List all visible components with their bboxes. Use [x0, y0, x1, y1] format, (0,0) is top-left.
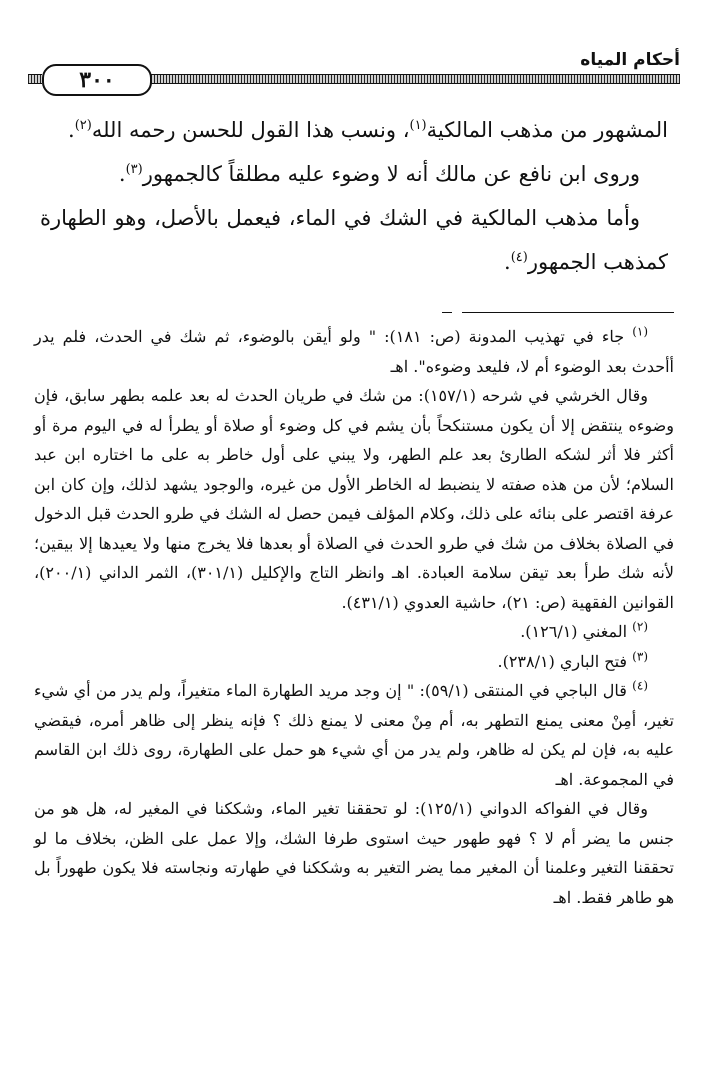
footnote-1: [34, 322, 674, 381]
footnotes: [34, 322, 674, 912]
footnote-ref-1[interactable]: (١): [409, 118, 427, 133]
footnote-3-mark: (٣): [632, 649, 648, 664]
footnote-4-text: قال الباجي في المنتقى (٥٩/١): " إن وجد مريد الطهارة الماء متغيراً، ولم يدر من أي شيء تغير، أمِنْ معنى يمنع التطهر به، أم مِنْ معنى لا يمنع ذلك ؟ فإنه ينظر إلى ظاهر أمره، فيقضي عليه به، فإن لم يكن له ظاهر، ولم يدر من أي شيء هو حمل على الطهارة، روى ذلك ابن القاسم في المجموعة. اهـ: [34, 681, 674, 789]
paragraph-2-end: .: [118, 162, 126, 186]
main-text: [40, 108, 668, 284]
paragraph-3: [40, 196, 668, 284]
paragraph-2: [40, 152, 668, 196]
footnote-separator-dash: [442, 312, 452, 313]
footnote-4-continued: وقال في الفواكه الدواني (١٢٥/١): لو تحققنا تغير الماء، وشككنا في المغير له، هل هو من جنس ما يضر أم لا ؟ فهو طهور حيث استوى طرفا الشك، وإلا عمل على الظن، بخلاف ما لو تحققنا التغير وعلمنا أن المغير مما يضر التغير به وشككنا في طهارته ونجاسته فلا يكون طهوراً بل هو طاهر فقط. اهـ: [34, 799, 674, 907]
footnote-separator: [462, 312, 674, 313]
footnote-2-mark: (٢): [632, 619, 648, 634]
footnote-1-mark: (١): [632, 324, 649, 339]
page-header: [28, 50, 680, 93]
footnote-2-text: المغني (١٢٦/١).: [520, 622, 628, 641]
footnote-3-text: فتح الباري (٢٣٨/١).: [497, 651, 628, 671]
footnote-3: [34, 647, 674, 677]
footnote-4-mark: (٤): [632, 678, 648, 693]
paragraph-2-text: وروى ابن نافع عن مالك أنه لا وضوء عليه مطلقاً كالجمهور: [142, 162, 640, 186]
book-title: أحكام المياه: [580, 50, 680, 70]
header-rule-end: [28, 74, 42, 84]
footnote-ref-3[interactable]: (٣): [125, 162, 143, 177]
paragraph-3-text: وأما مذهب المالكية في الشك في الماء، فيعمل بالأصل، وهو الطهارة كمذهب الجمهور: [40, 206, 668, 274]
header-rule: [148, 74, 680, 84]
footnote-1-text: جاء في تهذيب المدونة (ص: ١٨١): " ولو أيقن بالوضوء، ثم شك في الحدث، فلم يدر أأحدث بعد الوضوء أم لا، فليعد وضوءه". اهـ: [34, 327, 674, 376]
paragraph-1: [40, 108, 668, 152]
footnote-ref-2[interactable]: (٢): [74, 118, 92, 133]
page-number: ٣٠٠: [42, 64, 152, 96]
footnote-2: [34, 617, 674, 647]
footnote-4: [34, 676, 674, 794]
paragraph-3-end: .: [504, 250, 511, 274]
paragraph-1-mid: ، ونسب هذا القول للحسن رحمه الله: [91, 118, 410, 142]
paragraph-1-text: المشهور من مذهب المالكية: [426, 118, 668, 142]
footnote-ref-4[interactable]: (٤): [510, 250, 528, 265]
paragraph-1-end: .: [68, 118, 75, 142]
footnote-1-continued: وقال الخرشي في شرحه (١٥٧/١): من شك في طريان الحدث له بعد علمه بطهر سابق، فإن وضوءه ينتقض إلا أن يكون مستنكحاً بأن يشم في كل وضوء أو صلاة أو يطرأ له في اليوم مرة أو أكثر فلا أثر لشكه الطارئ بعد علم الطهر، ولا يبني على أول خاطر به على ما اختاره ابن عبد السلام؛ لأن من هذه صفته لا ينضبط له الخاطر الأول من غيره، والوجود يشهد لذلك، وإن كان ابن عرفة اقتصر على بنائه على ذلك، وكلام المؤلف فيمن حصل له الشك في طرو الحدث قبل الدخول في الصلاة بخلاف من شك في طرو الحدث في الصلاة أو بعدها فلا يخرج منها ولا يعيدها إلا بيقين؛ لأنه شك طرأ بعد تيقن سلامة العبادة. اهـ وانظر التاج والإكليل (٣٠١/١)، الثمر الداني (٢٠٠/١)، القوانين الفقهية (ص: ٢١)، حاشية العدوي (٤٣١/١).: [34, 386, 674, 612]
